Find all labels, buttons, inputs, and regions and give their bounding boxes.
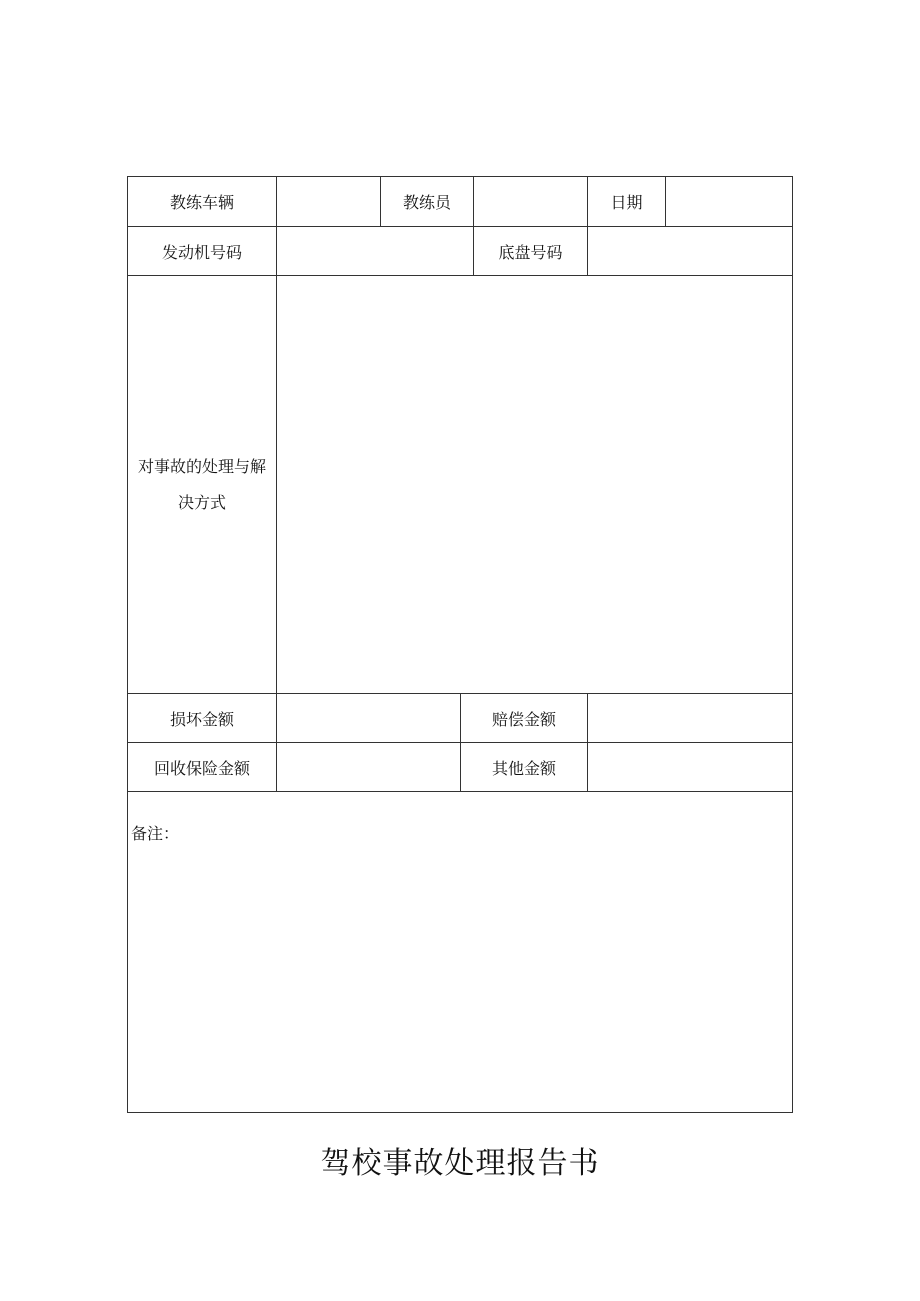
compensation-amount-field[interactable] — [587, 693, 793, 743]
instructor-field[interactable] — [473, 176, 588, 227]
chassis-number-field[interactable] — [587, 226, 793, 276]
engine-number-field[interactable] — [276, 226, 474, 276]
handling-method-label-line1: 对事故的处理与解 — [137, 456, 266, 476]
insurance-recovery-label: 回收保险金额 — [127, 742, 277, 792]
handling-method-label — [127, 275, 277, 694]
damage-amount-label: 损坏金额 — [127, 693, 277, 743]
remarks-label: 备注： — [131, 824, 180, 843]
handling-method-label-line2: 决方式 — [177, 492, 226, 512]
engine-number-label: 发动机号码 — [127, 226, 277, 276]
document-title: 驾校事故处理报告书 — [320, 1146, 600, 1181]
damage-amount-field[interactable] — [276, 693, 461, 743]
other-amount-field[interactable] — [587, 742, 793, 792]
date-field[interactable] — [665, 176, 793, 227]
other-amount-label: 其他金额 — [460, 742, 588, 792]
insurance-recovery-field[interactable] — [276, 742, 461, 792]
handling-method-field[interactable] — [276, 275, 793, 694]
date-label: 日期 — [587, 176, 666, 227]
chassis-number-label: 底盘号码 — [473, 226, 588, 276]
compensation-amount-label: 赔偿金额 — [460, 693, 588, 743]
instructor-label: 教练员 — [380, 176, 474, 227]
remarks-section — [127, 791, 793, 1113]
vehicle-field[interactable] — [276, 176, 381, 227]
accident-report-form — [127, 176, 793, 1113]
remarks-field[interactable] — [128, 852, 792, 1112]
vehicle-label: 教练车辆 — [127, 176, 277, 227]
